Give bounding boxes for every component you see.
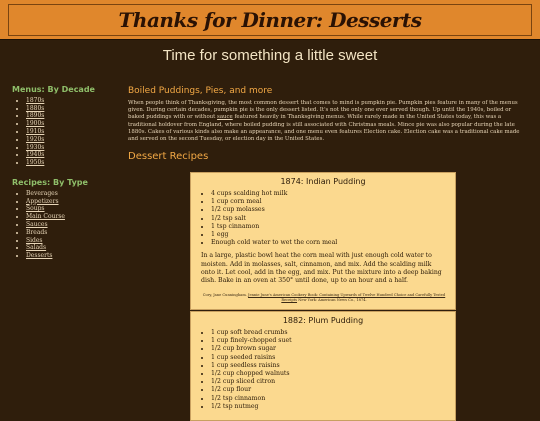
decade-menu-list xyxy=(12,97,112,167)
main-content xyxy=(128,86,522,166)
type-link[interactable]: Main Course xyxy=(26,213,65,221)
type-label: Breads xyxy=(26,228,48,236)
ingredient-item: • 1/2 cup brown sugar xyxy=(211,345,455,353)
list-item xyxy=(26,252,112,260)
list-item xyxy=(26,190,112,198)
site-banner xyxy=(0,0,540,40)
decade-link[interactable]: 1950s xyxy=(26,159,45,167)
ingredient-item: • 1/2 cup flour xyxy=(211,386,455,394)
type-link[interactable]: Appetizers xyxy=(26,197,59,205)
list-item xyxy=(26,105,112,113)
type-link[interactable]: Sauces xyxy=(26,220,48,228)
decade-link[interactable]: 1880s xyxy=(26,104,45,112)
ingredient-list xyxy=(191,190,455,247)
list-item xyxy=(26,128,112,136)
list-item xyxy=(26,97,112,105)
recipes-heading: Dessert Recipes xyxy=(128,151,209,163)
ingredient-item: • 1 cup seedless raisins xyxy=(211,362,455,370)
ingredient-item: • 1/2 cup molasses xyxy=(211,206,455,214)
type-link[interactable]: Salads xyxy=(26,244,47,252)
intro-paragraph xyxy=(128,100,522,143)
sauce-link[interactable]: sauce xyxy=(217,114,233,121)
source-link[interactable]: Jennie June's American Cookery Book: Containing Upwards of Twelve Hundred Choice and Carefully Tested Receipts xyxy=(248,293,446,303)
list-item xyxy=(26,205,112,213)
ingredient-item: • Enough cold water to wet the corn meal xyxy=(211,239,455,247)
decade-link[interactable]: 1940s xyxy=(26,151,45,159)
intro-heading: Boiled Puddings, Pies, and more xyxy=(128,86,273,96)
decade-link[interactable]: 1920s xyxy=(26,135,45,143)
list-item xyxy=(26,198,112,206)
intro-text-end: featured heavily in Thanksgiving menus. While rarely made in the United States today, this was a traditional holdover from England, where boiled pudding is still associated with Christmas meals. Mince pie was also popular during the late 1880s. Cakes of various kinds also make an appearance, and one menu even features Election cake. Election cake was a traditional cake made and served on the second Tuesday, or election day in the United States. xyxy=(128,114,520,143)
ingredient-item: • 1/2 tsp salt xyxy=(211,215,455,223)
decade-menu-heading: Menus: By Decade xyxy=(12,85,95,94)
decade-link[interactable]: 1900s xyxy=(26,120,45,128)
list-item xyxy=(26,136,112,144)
type-link[interactable]: Soups xyxy=(26,205,45,213)
ingredient-item: • 1/2 cup chopped walnuts xyxy=(211,370,455,378)
ingredient-item: • 4 cups scalding hot milk xyxy=(211,190,455,198)
type-label: Beverages xyxy=(26,189,58,197)
recipe-card xyxy=(190,172,456,310)
list-item xyxy=(26,244,112,252)
list-item xyxy=(26,120,112,128)
decade-link[interactable]: 1930s xyxy=(26,143,45,151)
type-link[interactable]: Sides xyxy=(26,236,43,244)
ingredient-item: • 1/2 cup sliced citron xyxy=(211,378,455,386)
decade-link[interactable]: 1890s xyxy=(26,112,45,120)
sidebar xyxy=(12,86,112,272)
recipe-title: 1874: Indian Pudding xyxy=(280,177,366,186)
page-tagline: Time for something a little sweet xyxy=(162,47,378,64)
ingredient-item: • 1 egg xyxy=(211,231,455,239)
source-publisher: New York: American News Co., 1874. xyxy=(298,298,367,303)
ingredient-item: • 1 cup soft bread crumbs xyxy=(211,329,455,337)
ingredient-item: • 1 cup corn meal xyxy=(211,198,455,206)
list-item xyxy=(26,144,112,152)
ingredient-item: • 1/2 tsp nutmeg xyxy=(211,403,455,411)
type-menu-heading: Recipes: By Type xyxy=(12,177,88,187)
site-title[interactable]: Thanks for Dinner: Desserts xyxy=(118,8,422,32)
recipe-title: 1882: Plum Pudding xyxy=(282,316,364,325)
ingredient-item: • 1/2 tsp cinnamon xyxy=(211,395,455,403)
type-link[interactable]: Desserts xyxy=(26,252,53,260)
ingredient-item: • 1 cup seeded raisins xyxy=(211,354,455,362)
banner-frame xyxy=(8,4,532,36)
intro-text-start: When people think of Thanksgiving, the most common dessert that comes to mind is pumpkin pie. Pumpkin pies feature in many of the menus given. During certain decades, pumpkin pie is the only dessert listed. It's not the only one ever served though. Up until the 1940s, boiled or baked puddings with or without xyxy=(128,100,518,121)
ingredient-list xyxy=(191,329,455,411)
list-item xyxy=(26,159,112,167)
list-item xyxy=(26,221,112,229)
type-menu-list xyxy=(12,190,112,260)
ingredient-item: • 1 cup finely-chopped suet xyxy=(211,337,455,345)
recipe-directions: In a large, plastic bowl heat the corn meal with just enough cold water to moisten. Add in molasses, salt, cinnamon, and mix. Add the scalding milk onto it. Let cool, add in the egg, and mix. Put the mixture into a deep baking dish. Bake in an oven at 350° until done, up to an hour and a half. xyxy=(201,252,442,285)
source-author: Cory, Jane Cunningham. xyxy=(202,293,247,298)
ingredient-item: • 1 tsp cinnamon xyxy=(211,223,455,231)
list-item xyxy=(26,213,112,221)
recipe-source xyxy=(201,293,447,303)
list-item xyxy=(26,112,112,120)
decade-link[interactable]: 1870s xyxy=(26,96,45,104)
list-item xyxy=(26,151,112,159)
decade-link[interactable]: 1910s xyxy=(26,127,45,135)
list-item xyxy=(26,237,112,245)
list-item xyxy=(26,229,112,237)
